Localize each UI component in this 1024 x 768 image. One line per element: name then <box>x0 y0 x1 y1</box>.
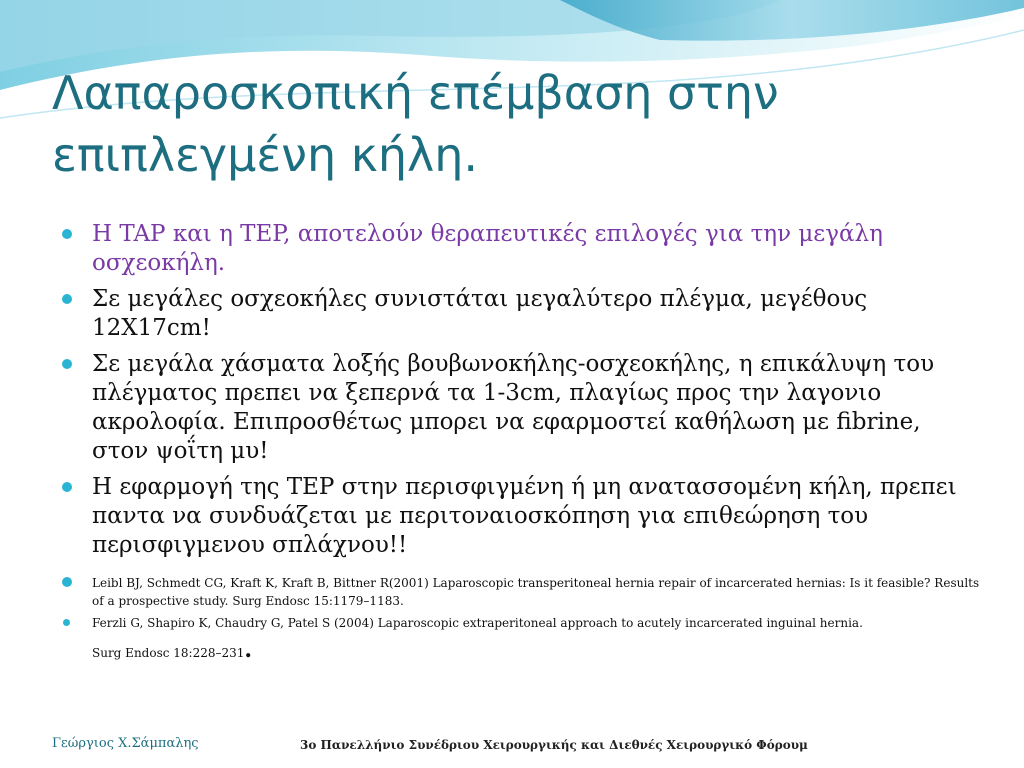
footer-author: Γεώργιος Χ.Σάμπαλης <box>52 736 199 751</box>
reference-item <box>60 574 980 610</box>
bullet-item <box>60 285 980 343</box>
bullet-dot-icon <box>62 359 72 369</box>
bullet-dot-icon <box>62 294 72 304</box>
bullet-text: Η TAP και η TEP, αποτελούν θεραπευτικές επιλογές για την μεγάλη οσχεοκήλη. <box>92 221 883 276</box>
footer-conference: 3ο Πανελλήνιο Συνέδριου Χειρουργικής και Διεθνές Χειρουργικό Φόρουμ <box>300 738 808 752</box>
reference-text: Ferzli G, Shapiro K, Chaudry G, Patel S (2004) Laparoscopic extraperitoneal approach to acutely incarcerated inguinal hernia. <box>92 616 863 630</box>
bullet-list <box>60 220 980 663</box>
reference-continuation <box>60 637 980 663</box>
bullet-dot-icon <box>62 482 72 492</box>
bullet-text: Σε μεγάλα χάσματα λοξής βουβωνοκήλης-οσχεοκήλης, η επικάλυψη του πλέγματος πρεπει να ξεπερνά τα 1-3cm, πλαγίως προς την λαγονιο ακρολοφία. Επιπροσθέτως μπορει να εφαρμοστεί καθήλωση με fibrine, στον ψοΐτη μυ! <box>92 351 935 464</box>
reference-text: Leibl BJ, Schmedt CG, Kraft K, Kraft B, Bittner R(2001) Laparoscopic transperitoneal hernia repair of incarcerated hernias: Is it feasible? Results of a prospective study. Surg Endosc 15:1179–1183. <box>92 576 980 608</box>
bullet-item <box>60 473 980 560</box>
bullet-text: Σε μεγάλες οσχεοκήλες συνιστάται μεγαλύτερο πλέγμα, μεγέθους 12Χ17cm! <box>92 286 868 341</box>
bullet-dot-icon <box>63 619 70 626</box>
bullet-dot-icon <box>62 229 72 239</box>
reference-item <box>60 614 980 632</box>
slide-title <box>52 62 992 186</box>
bullet-text: Η εφαρμογή της TEP στην περισφιγμένη ή μη ανατασσομένη κήλη, πρεπει παντα να συνδυάζεται με περιτοναιοσκόπηση για επιθεώρηση του περισφιγμενου σπλάχνου!! <box>92 474 957 558</box>
title-line-2: επιπλεγμένη κήλη. <box>52 128 478 182</box>
bullet-dot-icon <box>62 577 72 587</box>
reference-end-mark: . <box>244 637 253 663</box>
reference-journal: Surg Endosc 18:228–231 <box>92 646 245 660</box>
bullet-item <box>60 350 980 466</box>
bullet-item <box>60 220 980 278</box>
title-line-1: Λαπαροσκοπική επέμβαση στην <box>52 66 779 120</box>
